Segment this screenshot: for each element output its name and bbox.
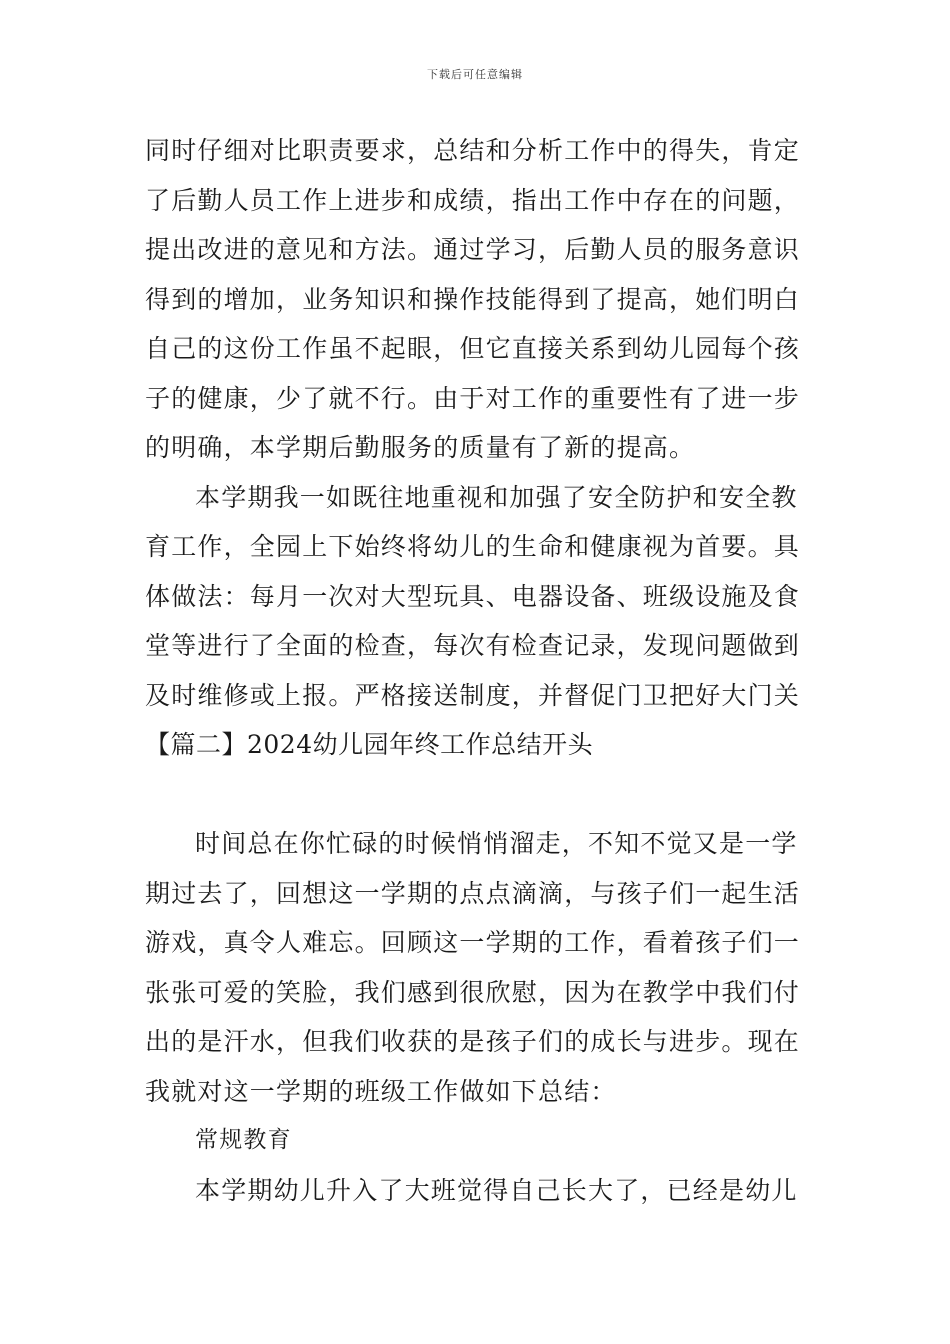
text-line: 自己的这份工作虽不起眼，但它直接关系到幼儿园每个孩: [145, 334, 801, 363]
blank-line: [145, 770, 810, 820]
text-line: 及时维修或上报。严格接送制度，并督促门卫把好大门关: [145, 680, 801, 710]
text-line: 得到的增加，业务知识和操作技能得到了提高，她们明白: [145, 284, 801, 314]
section-heading: 【篇二】2024幼儿园年终工作总结开头: [145, 730, 594, 759]
paragraph-start-line: 本学期幼儿升入了大班觉得自己长大了，已经是幼儿: [195, 1175, 798, 1205]
subheading: 常规教育: [195, 1127, 292, 1153]
text-line: 期过去了，回想这一学期的点点滴滴，与孩子们一起生活: [145, 878, 801, 908]
text-line: 堂等进行了全面的检查，每次有检查记录，发现问题做到: [145, 631, 801, 660]
text-line: 子的健康，少了就不行。由于对工作的重要性有了进一步: [145, 383, 801, 413]
text-line: 的明确，本学期后勤服务的质量有了新的提高。: [145, 433, 696, 462]
text-line: 体做法：每月一次对大型玩具、电器设备、班级设施及食: [145, 581, 801, 611]
paragraph-start-line: 本学期我一如既往地重视和加强了安全防护和安全教: [195, 482, 798, 512]
text-line: 提出改进的意见和方法。通过学习，后勤人员的服务意识: [145, 235, 801, 264]
text-line: 育工作，全园上下始终将幼儿的生命和健康视为首要。具: [145, 532, 801, 561]
document-body: [145, 126, 810, 1215]
header-note: 下载后可任意编辑: [427, 68, 523, 81]
text-line: 同时仔细对比职责要求，总结和分析工作中的得失，肯定: [145, 136, 801, 165]
text-line: 我就对这一学期的班级工作做如下总结：: [145, 1076, 617, 1106]
text-line: 张张可爱的笑脸，我们感到很欣慰，因为在教学中我们付: [145, 977, 801, 1007]
paragraph-start-line: 时间总在你忙碌的时候悄悄溜走，不知不觉又是一学: [195, 829, 798, 858]
text-line: 了后勤人员工作上进步和成绩，指出工作中存在的问题，: [145, 185, 801, 215]
text-line: 出的是汗水，但我们收获的是孩子们的成长与进步。现在: [145, 1027, 801, 1056]
text-line: 游戏，真令人难忘。回顾这一学期的工作，看着孩子们一: [145, 928, 801, 957]
